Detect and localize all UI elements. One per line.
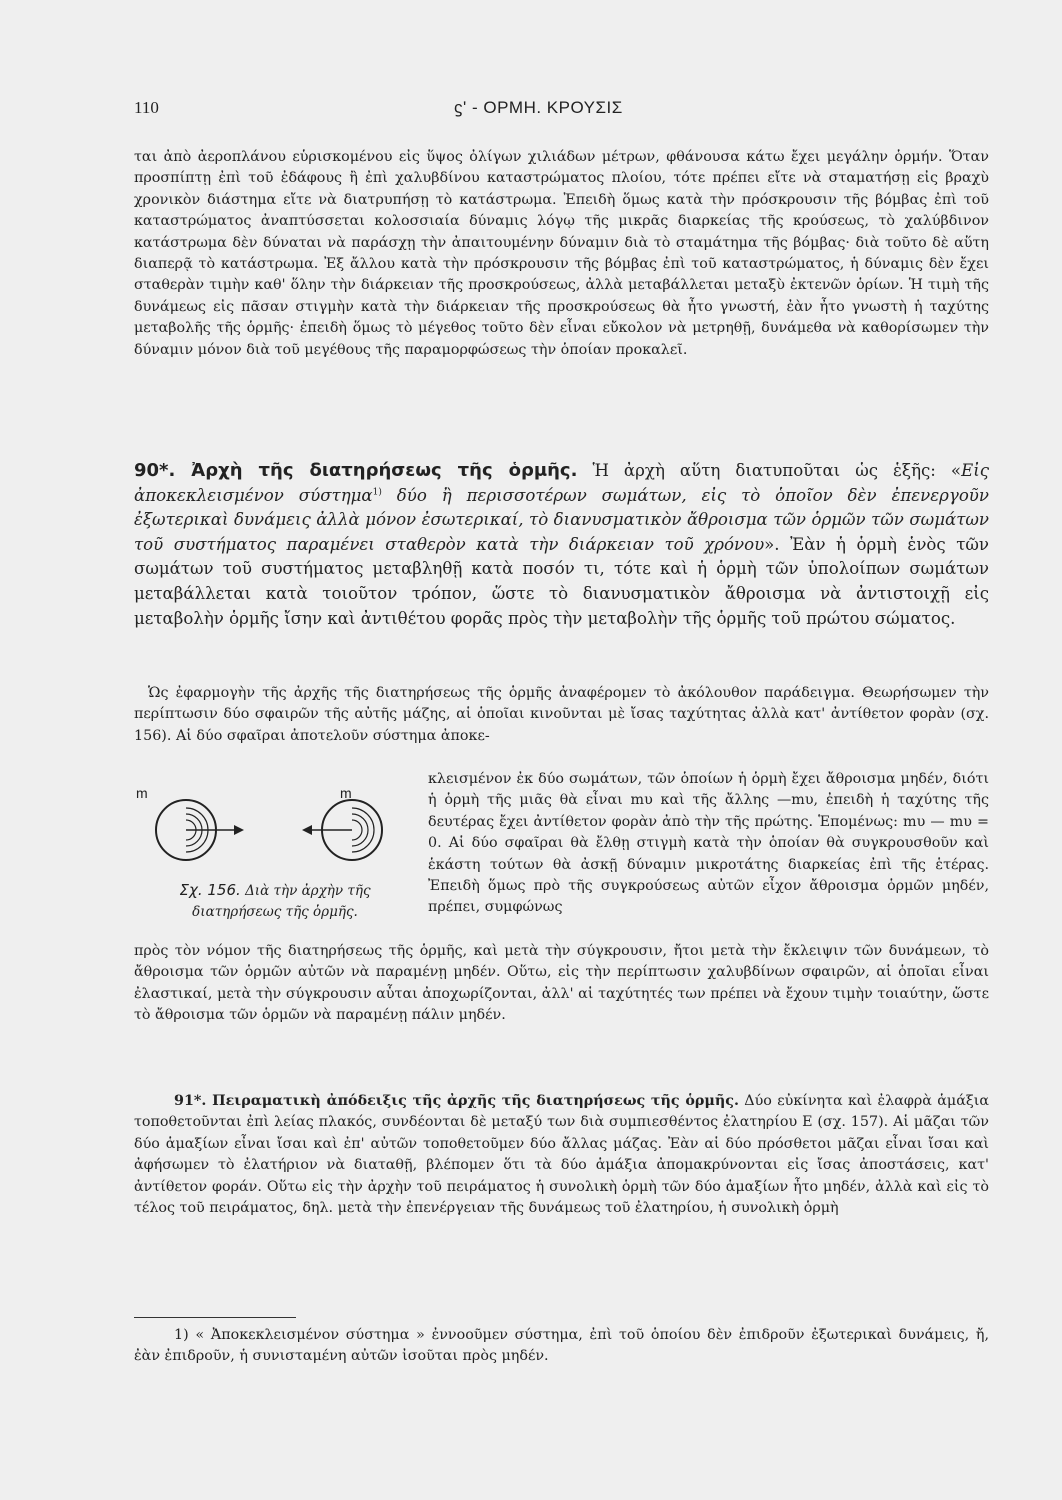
footnote — [134, 1325, 989, 1368]
quote-open: « — [950, 461, 962, 480]
section-91-heading: 91*. Πειραματικὴ ἀπόδειξις τῆς ἀρχῆς τῆς διατηρήσεως τῆς ὁρμῆς. — [174, 1093, 739, 1109]
section-90-heading: 90*. Ἀρχὴ τῆς διατηρήσεως τῆς ὁρμῆς. — [134, 460, 578, 481]
footnote-text: « Ἀποκεκλεισμένον σύστημα » ἐννοοῦμεν σύστημα, ἐπὶ τοῦ ὁποίου δὲν ἐπιδροῦν ἐξωτερικαὶ δυνάμεις, ἤ, ἐὰν ἐπιδροῦν, ἡ συνισταμένη αὐτῶν ἰσοῦται πρὸς μηδέν. — [134, 1327, 989, 1365]
mass-label-left: m — [136, 785, 148, 801]
section-90-rest: Ἐὰν ἡ ὁρμὴ ἑνὸς τῶν σωμάτων τοῦ συστήματος μεταβληθῇ κατὰ ποσόν τι, τότε καὶ ἡ ὁρμὴ τῶν ὑπολοίπων σωμάτων μεταβάλλεται κατὰ τοιοῦτον τρόπον, ὥστε τὸ διανυσματικὸν ἄθροισμα νὰ ἀντιστοιχῇ εἰς μεταβολὴν ὁρμῆς ἴσην καὶ ἀντιθέτου φορᾶς πρὸς τὴν μεταβολὴν τῆς ὁρμῆς τοῦ πρώτου σώματος. — [134, 534, 989, 628]
example-conclusion: πρὸς τὸν νόμον τῆς διατηρήσεως τῆς ὁρμῆς, καὶ μετὰ τὴν σύγκρουσιν, ἤτοι μετὰ τὴν ἔκλειψιν τῶν δυνάμεων, τὸ ἄθροισμα τῶν ὁρμῶν αὐτῶν νὰ παραμένῃ μηδέν. Οὕτω, εἰς τὴν περίπτωσιν χαλυβδίνων σφαιρῶν, αἱ ὁποῖαι εἶναι ἐλαστικαί, μετὰ τὴν σύγκρουσιν αὗται ἀποχωρίζονται, ἀλλ' αἱ ταχύτητές των πρέπει νὰ ἔχουν τιμὴν τοιαύτην, ὥστε τὸ ἄθροισμα τῶν ὁρμῶν νὰ παραμένῃ πάλιν μηδέν. — [134, 943, 989, 1024]
figure-156 — [130, 780, 410, 890]
paragraph-bomb-impact: ται ἀπὸ ἀεροπλάνου εὑρισκομένου εἰς ὕψος ὀλίγων χιλιάδων μέτρων, φθάνουσα κάτω ἔχει μεγάλην ὁρμήν. Ὅταν προσπίπτῃ ἐπὶ τοῦ ἐδάφους ἢ ἐπὶ χαλυβδίνου καταστρώματος πλοίου, τότε πρέπει εἴτε νὰ σταματήσῃ εἰς βραχὺ χρονικὸν διάστημα εἴτε νὰ διατρυπήσῃ τὸ κατάστρωμα. Ἐπειδὴ ὅμως κατὰ τὴν πρόσκρουσιν τῆς βόμβας ἐπὶ τοῦ καταστρώματος ἀναπτύσσεται κολοσσιαία δύναμις λόγῳ τῆς μικρᾶς διαρκείας τῆς κρούσεως, τὸ χαλύβδινον κατάστρωμα δὲν δύναται νὰ παράσχῃ τὴν ἀπαιτουμένην δύναμιν διὰ τὸ σταμάτημα τῆς βόμβας· διὰ τοῦτο δὲ αὕτη διαπερᾷ τὸ κατάστρωμα. Ἐξ ἄλλου κατὰ τὴν πρόσκρουσιν τῆς βόμβας ἐπὶ τοῦ καταστρώματος, ἡ δύναμις δὲν ἔχει σταθερὰν τιμὴν καθ' ὅλην τὴν διάρκειαν τῆς προσκρούσεως, ἀλλὰ μεταβάλλεται μεταξὺ ἐκτενῶν ὁρίων. Ἡ τιμὴ τῆς δυνάμεως εἰς πᾶσαν στιγμὴν κατὰ τὴν διάρκειαν τῆς προσκρούσεως θὰ ἦτο γνωστή, ἐὰν ἦτο γνωστὴ ἡ ταχύτης μεταβολῆς τῆς ὁρμῆς· ἐπειδὴ ὅμως τὸ μέγεθος τοῦτο δὲν εἶναι εὔκολον νὰ μετρηθῇ, δυνάμεθα νὰ καθορίσωμεν τὴν δύναμιν μόνον διὰ τοῦ μεγέθους τῆς παραμορφώσεως τὴν ὁποίαν προκαλεῖ. — [134, 149, 989, 358]
principle-statement-b: δύο ἢ περισσοτέρων σωμάτων, εἰς τὸ ὁποῖον δὲν ἐπενεργοῦν ἐξωτερικαὶ δυνάμεις ἀλλὰ μόνον ἐσωτερικαί, τὸ διανυσματικὸν ἄθροισμα τῶν ὁρμῶν τῶν σωμάτων τοῦ συστήματος παραμένει σταθερὸν κατὰ τὴν διάρκειαν τοῦ χρόνου — [134, 485, 989, 554]
section-91 — [134, 1091, 989, 1219]
figure-caption-label: Σχ. 156. — [179, 881, 241, 899]
velocity-arrow-left — [302, 825, 352, 835]
running-title: ϛʹ - ΟΡΜΗ. ΚΡΟΥΣΙΣ — [454, 98, 623, 117]
page-number: 110 — [134, 98, 159, 117]
footnote-divider — [134, 1317, 296, 1318]
principle-statement-a: Εἰς ἀποκεκλεισμένον σύστημα — [134, 461, 989, 505]
footnote-ref: 1) — [372, 487, 382, 498]
quote-close: ». — [764, 534, 780, 554]
section-91-body: Δύο εὐκίνητα καὶ ἐλαφρὰ ἁμάξια τοποθετοῦνται ἐπὶ λείας πλακός, συνδέονται δὲ μεταξύ των διὰ συμπιεσθέντος ἐλατηρίου Ε (σχ. 157). Αἱ μᾶζαι τῶν δύο ἁμαξίων εἶναι ἴσαι καὶ ἐπ' αὐτῶν τοποθετοῦμεν δύο ἄλλας μάζας. Ἐὰν αἱ δύο πρόσθετοι μᾶζαι εἶναι ἴσαι καὶ ἀφήσωμεν τὸ ἐλατήριον νὰ διαταθῇ, βλέπομεν ὅτι τὰ δύο ἁμάξια ἀπομακρύνονται εἰς ἴσας ἀποστάσεις, κατ' ἀντίθετον φοράν. Οὕτω εἰς τὴν ἀρχὴν τοῦ πειράματος ἡ συνολικὴ ὁρμὴ τῶν δύο ἁμαξίων ἦτο μηδέν, ἀλλὰ καὶ εἰς τὸ τέλος τοῦ πειράματος, δηλ. μετὰ τὴν ἐπενέργειαν τῆς δυνάμεως τοῦ ἐλατηρίου, ἡ συνολικὴ ὁρμὴ — [134, 1093, 989, 1217]
example-beside-figure: κλεισμένον ἐκ δύο σωμάτων, τῶν ὁποίων ἡ ὁρμὴ ἔχει ἄθροισμα μηδέν, διότι ἡ ὁρμὴ τῆς μιᾶς θὰ εἶναι mυ καὶ τῆς ἄλλης —mυ, ἐπειδὴ ἡ ταχύτης τῆς δευτέρας ἔχει ἀντίθετον φορὰν ἀπὸ τὴν τῆς πρώτης. Ἑπομένως: mυ — mυ = 0. Αἱ δύο σφαῖραι θὰ ἔλθῃ στιγμὴ κατὰ τὴν ὁποίαν θὰ συγκρουσθοῦν καὶ ἑκάστη τούτων θὰ ἀσκῇ δύναμιν μικροτάτης διαρκείας ἐπὶ τῆς ἑτέρας. Ἐπειδὴ ὅμως πρὸ τῆς συγκρούσεως αὐτῶν εἶχον ἄθροισμα ὁρμῶν μηδέν, πρέπει, συμφώνως — [428, 771, 989, 916]
section-90-lead: Ἡ ἀρχὴ αὕτη διατυποῦται ὡς ἑξῆς: — [592, 461, 936, 480]
figure-caption — [140, 880, 410, 923]
figure-caption-text: Διὰ τὴν ἀρχὴν τῆς διατηρήσεως τῆς ὁρμῆς. — [192, 883, 371, 920]
example-intro: Ὡς ἐφαρμογὴν τῆς ἀρχῆς τῆς διατηρήσεως τῆς ὁρμῆς ἀναφέρομεν τὸ ἀκόλουθον παράδειγμα. Θεωρήσωμεν τὴν περίπτωσιν δύο σφαιρῶν τῆς αὐτῆς μάζης, αἱ ὁποῖαι κινοῦνται μὲ ἴσας ταχύτητας ἀλλὰ κατ' ἀντίθετον φορὰν (σχ. 156). Αἱ δύο σφαῖραι ἀποτελοῦν σύστημα ἀποκε- — [134, 685, 989, 744]
mass-label-right: m — [340, 785, 352, 801]
section-90 — [134, 459, 989, 631]
footnote-mark: 1) — [174, 1327, 189, 1343]
